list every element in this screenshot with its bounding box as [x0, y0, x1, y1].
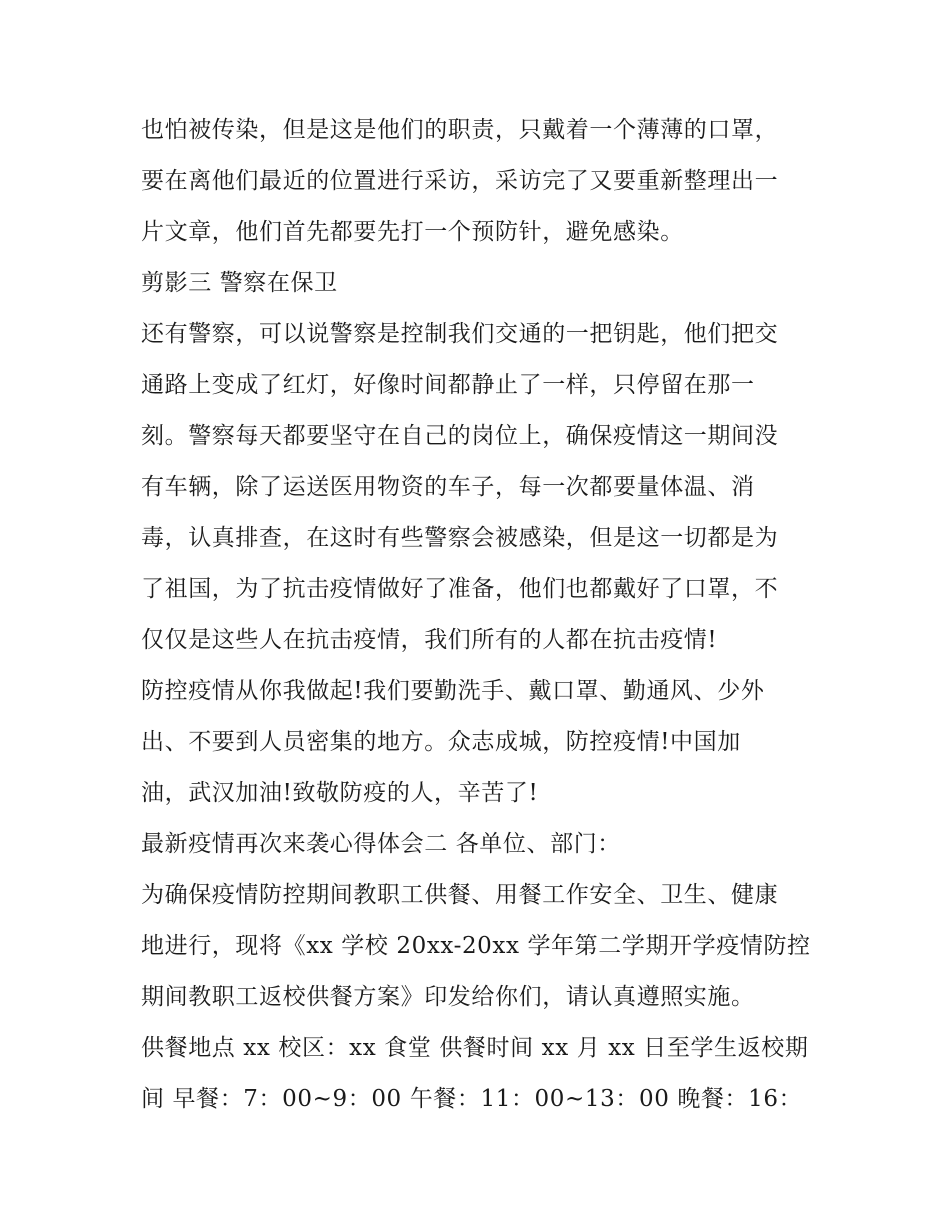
text-line: 也怕被传染，但是这是他们的职责，只戴着一个薄薄的口罩，: [141, 117, 779, 143]
text-line: 出、不要到人员密集的地方。众志成城，防控疫情!中国加: [141, 729, 741, 755]
text-line: 有车辆，除了运送医用物资的车子，每一次都要量体温、消: [141, 474, 755, 500]
text-line: 供餐地点 xx 校区：xx 食堂 供餐时间 xx 月 xx 日至学生返校期: [141, 1035, 809, 1061]
text-line: 片文章，他们首先都要先打一个预防针，避免感染。: [141, 219, 684, 245]
text-line: 仅仅是这些人在抗击疫情，我们所有的人都在抗击疫情!: [141, 627, 718, 653]
text-line: 要在离他们最近的位置进行采访，采访完了又要重新整理出一: [141, 168, 779, 194]
section-heading: 最新疫情再次来袭心得体会二 各单位、部门：: [141, 831, 621, 857]
text-line: 了祖国，为了抗击疫情做好了准备，他们也都戴好了口罩，不: [141, 576, 779, 602]
text-line: 防控疫情从你我做起!我们要勤洗手、戴口罩、勤通风、少外: [141, 678, 765, 704]
text-line: 还有警察，可以说警察是控制我们交通的一把钥匙，他们把交: [141, 321, 779, 347]
text-line: 为确保疫情防控期间教职工供餐、用餐工作安全、卫生、健康: [141, 882, 779, 908]
section-heading: 剪影三 警察在保卫: [141, 270, 338, 296]
text-line: 通路上变成了红灯，好像时间都静止了一样，只停留在那一: [141, 372, 755, 398]
text-line: 油，武汉加油!致敬防疫的人，辛苦了!: [141, 780, 539, 806]
text-line: 刻。警察每天都要坚守在自己的岗位上，确保疫情这一期间没: [141, 423, 779, 449]
text-line: 期间教职工返校供餐方案》印发给你们，请认真遵照实施。: [141, 984, 755, 1010]
text-line: 地进行，现将《xx 学校 20xx-20xx 学年第二学期开学疫情防控: [141, 933, 811, 959]
text-line: 毒，认真排查，在这时有些警察会被感染，但是这一切都是为: [141, 525, 779, 551]
text-line: 间 早餐：7：00~9：00 午餐：11：00~13：00 晚餐：16：: [141, 1086, 803, 1112]
